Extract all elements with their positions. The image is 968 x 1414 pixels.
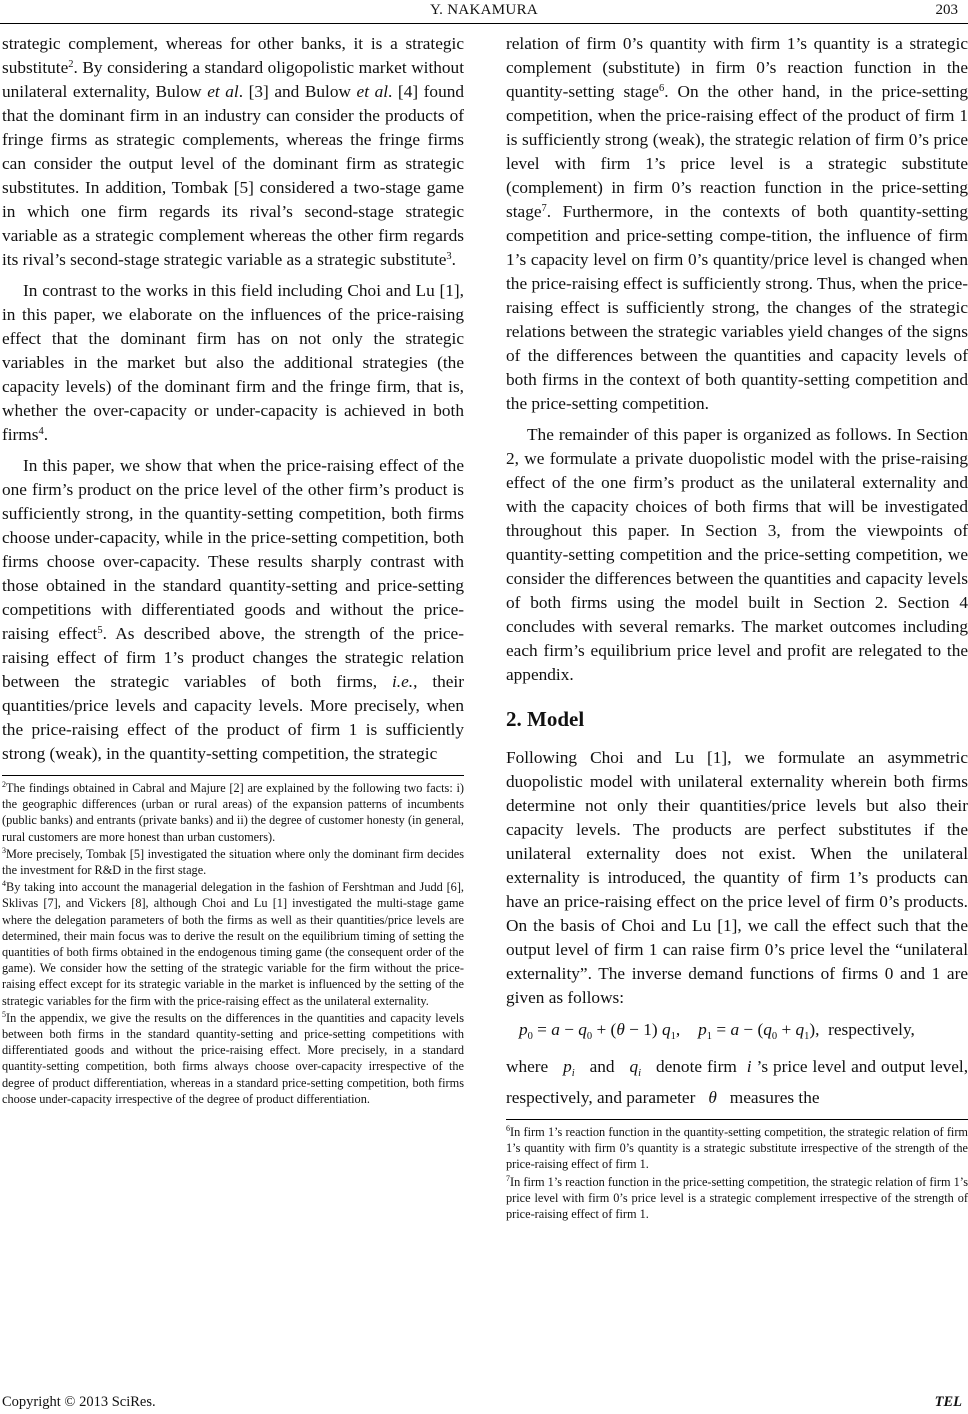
demand-equation: $p_0 = a - q_0 + (\theta - 1)$ $q_1$, $p_1 = a - (q_0 + q_1)$, respectively, [518, 1020, 915, 1042]
footnote-ref: 2 [68, 59, 74, 70]
paragraph: relation of firm 0’s quantity with firm 1’s quantity is a strategic complement (substitute) in firm 0’s reaction function in the quantity-setting stage$^6$. On the other hand, in the price-setting competition, when the price-raising effect of the product of firm 1 is sufficiently strong (weak), the strategic relation of firm 0’s price level with firm 1’s price level is a strategic substitute (complement) in firm 0’s reaction function in the price-setting stage$^7$. Furthermore, in the contexts of both quantity-setting competition and price-setting compe-tition, the influence of firm 1’s capacity level on firm 0’s quantity/price level is changed when the price-raising effect is sufficiently strong. Thus, when the price-raising effect is sufficiently strong, the changes of the strategic relations between the strategic variables yield changes of the signs of the differences between the quantities and capacity levels of both firms in the context of both quantity-setting competition and the price-setting competition. [506, 34, 968, 413]
footnote-ref: 7 [541, 203, 547, 214]
right-column [506, 32, 968, 1223]
footnote-ref: 4 [38, 426, 44, 437]
footnote-rule [2, 775, 464, 776]
footnote: $^4$By taking into account the managerial delegation in the fashion of Fershtman and Judd [6], Sklivas [7], and Vickers [8], although Choi and Lu [1] investigated the multi-stage game where the delegation parameters of both the firms as well as their quantities/price levels are determined, their main focus was to derive the result on the equilibrium timing of setting the quantities of both firms obtained in the endogenous timing game (the consequent order of the game). We consider how the setting of the strategic variable for the firm without the price-raising effect except for its strategic variable in the market is influenced by the setting of the strategic variables for the firm with the price-raising effect as the unilateral externality. [2, 879, 464, 1008]
footnote: $^6$In firm 1’s reaction function in the quantity-setting competition, the strategic relation of firm 1’s quantity with firm 0’s quantity is a strategic substitute irrespective of the strength of the price-raising effect of firm 1. [506, 1124, 968, 1172]
paragraph: Following Choi and Lu [1], we formulate an asymmetric duopolistic model with unilateral externality wherein both firms determine not only their quantities/price levels but also their capacity levels. The products are perfect substitutes if the unilateral externality does not exist. When the unilateral externality is introduced, the quantity of firm 1’s products can have an price-raising effect on the price level of firm 0’s products. On the basis of Choi and Lu [1], we call the effect such that the output level of firm 1 can raise firm 0’s price level the “unilateral externality”. The inverse demand functions of firms 0 and 1 are given as follows: [506, 748, 968, 1007]
footnote-rule [506, 1119, 968, 1120]
left-column [2, 32, 464, 1108]
running-header-author: Y. NAKAMURA [429, 2, 539, 18]
footnote-ref: 5 [97, 625, 103, 636]
paragraph: In this paper, we show that when the price-raising effect of the one firm’s product on the price level of the other firm’s product is sufficiently strong, in the quantity-setting competition, both firms choose under-capacity, while in the price-setting competition, both firms choose over-capacity. These results sharply contrast with those obtained in the standard quantity-setting and price-setting competitions with differentiated goods and without the price-raising effect$^5$. As described above, the strength of the price-raising effect of firm 1’s product changes the strategic relation between the strategic variables of both firms, i.e., their quantities/price levels and capacity levels. More precisely, when the price-raising effect of the product of firm 1 is sufficiently strong (weak), in the quantity-setting competition, the strategic [2, 456, 464, 763]
journal-name: TEL [934, 1394, 962, 1410]
footnote: $^5$In the appendix, we give the results on the differences in the quantities and capacity levels between both firms in the standard quantity-setting and price-setting competitions with differentiated goods and without the price-raising effect. More precisely, in a standard quantity-setting competition, both firms always choose over-capacity irrespective of the degree of product differentiation, whereas in a standard price-setting competition, both firms choose under-capacity irrespective of the degree of product differentiation. [2, 1009, 464, 1106]
footnote-ref: 3 [446, 251, 452, 262]
footnotes [2, 780, 464, 1107]
footnotes [506, 1124, 968, 1222]
page-number: 203 [935, 2, 958, 18]
footnote: $^7$In firm 1’s reaction function in the price-setting competition, the strategic relation of firm 1’s price level with firm 0’s price level is a strategic complement irrespective of the strength of price-raising effect of firm 1. [506, 1173, 968, 1222]
paragraph: The remainder of this paper is organized as follows. In Section 2, we formulate a private duopolistic model with the prise-raising effect of the one firm’s product as the unilateral externality and with the capacity choices of both firms that will be investigated throughout this paper. In Section 3, from the viewpoints of quantity-setting competition and the price-setting competition, we consider the differences between the quantities and capacity levels of both firms using the model built in Section 2. Section 4 concludes with several remarks. The market outcomes including each firm’s equilibrium price level and profit are relegated to the appendix. [506, 425, 968, 684]
copyright-notice: Copyright © 2013 SciRes. [2, 1394, 156, 1410]
paragraph: where $p_i$ and $q_i$ denote firm i ’s price level and output level, respectively, and parameter θ measures the [506, 1057, 968, 1107]
footnote: $^3$More precisely, Tombak [5] investigated the situation where only the dominant firm decides the investment for R&D in the first stage. [2, 845, 464, 878]
header-rule [0, 23, 968, 24]
footnote-ref: 6 [658, 83, 665, 94]
section-heading: 2. Model [506, 707, 585, 731]
footnote: $^2$The findings obtained in Cabral and Majure [2] are explained by the following two facts: i) the geographic differences (urban or rural areas) of the expansion patterns of incumbents (public banks) and entrants (private banks) and ii) the degree of customer honesty (in general, rural customers are more honest than urban customers). [2, 780, 464, 844]
paragraph: In contrast to the works in this field including Choi and Lu [1], in this paper, we elaborate on the influences of the price-raising effect that the dominant firm has on not only the strategic variables in the market but also the additional strategies (the capacity levels) of the dominant firm and the fringe firm, that is, whether the over-capacity or under-capacity is achieved in both firms$^4$. [2, 281, 464, 444]
paragraph: strategic complement, whereas for other banks, it is a strategic substitute$^2$. By considering a standard oligopolistic market without unilateral externality, Bulow et al. [3] and Bulow et al. [4] found that the dominant firm in an industry can consider the products of fringe firms as strategic complements, whereas the fringe firms can consider the output level of the dominant firm as strategic substitutes. In addition, Tombak [5] considered a two-stage game in which one firm regards its rival’s second-stage strategic variable as a strategic complement whereas the other firm regards its rival’s second-stage strategic variable as a strategic substitute$^3$. [2, 34, 464, 269]
